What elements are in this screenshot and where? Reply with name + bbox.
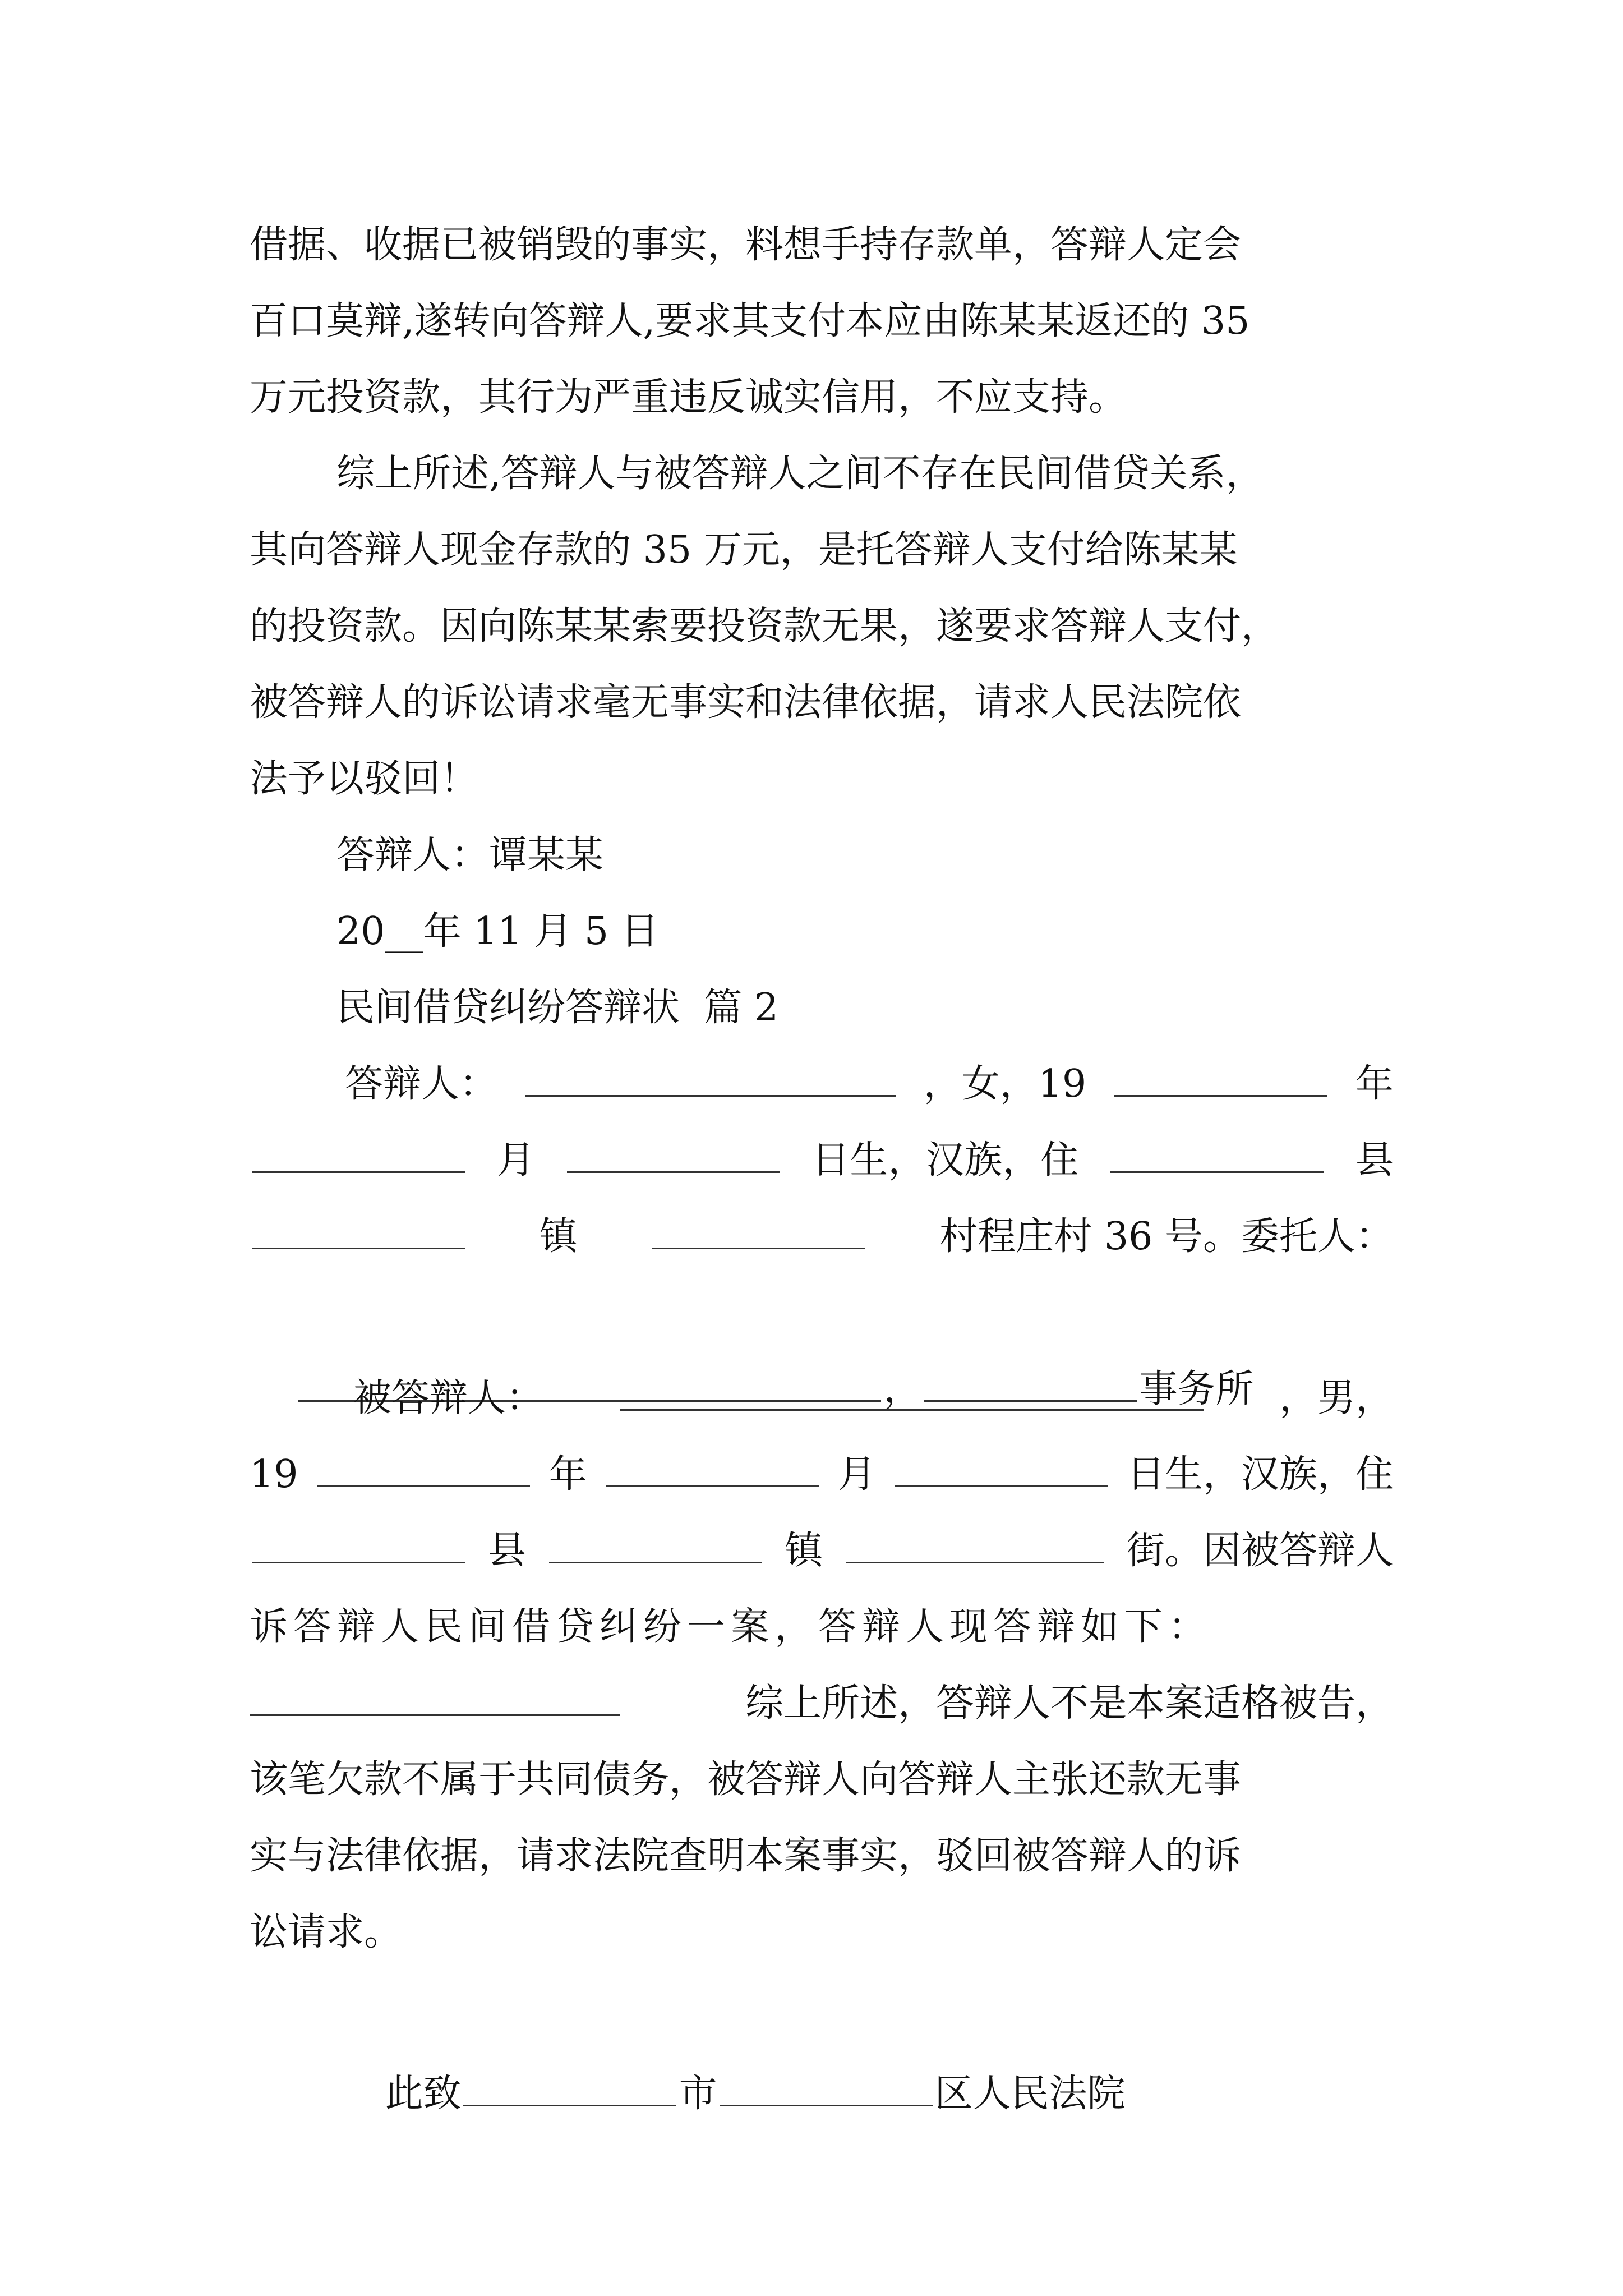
section-title: 民间借贷纠纷答辩状 篇 2 xyxy=(336,986,779,1030)
blank-field xyxy=(525,1061,896,1097)
respondent-firm: 事务所 xyxy=(1139,1367,1254,1411)
closing-to: 此致 xyxy=(385,2072,462,2116)
respondent-month: 月 xyxy=(496,1138,535,1182)
paragraph-line: 该笔欠款不属于共同债务，被答辩人向答辩人主张还款无事 xyxy=(250,1757,1242,1802)
paragraph-line: 实与法律依据，请求法院查明本案事实，驳回被答辩人的诉 xyxy=(250,1834,1242,1878)
blank-field xyxy=(652,1214,865,1249)
blank-field xyxy=(1114,1061,1327,1097)
plaintiff-town: 镇 xyxy=(785,1529,823,1573)
plaintiff-birth: 日生，汉族，住 xyxy=(1126,1452,1394,1497)
blank-field xyxy=(846,1528,1104,1563)
blank-field xyxy=(620,1375,1204,1411)
respondent-info-line xyxy=(345,1046,1394,1122)
paragraph-line: 法予以驳回！ xyxy=(250,757,479,801)
respondent-year: 年 xyxy=(1355,1062,1394,1106)
paragraph-line: 诉答辩人民间借贷纠纷一案，答辩人现答辩如下： xyxy=(250,1605,1212,1649)
paragraph-line: 借据、收据已被销毁的事实，料想手持存款单，答辩人定会 xyxy=(250,223,1242,267)
signature-respondent: 答辩人：谭某某 xyxy=(336,833,604,877)
respondent-label: 答辩人： xyxy=(345,1062,498,1106)
respondent-sex: ，女，19 xyxy=(923,1062,1087,1106)
blank-field xyxy=(463,2071,676,2106)
blank-field xyxy=(317,1452,530,1487)
plaintiff-sex: ，男， xyxy=(1279,1376,1394,1420)
plaintiff-street: 街。因被答辩人 xyxy=(1126,1529,1394,1573)
plaintiff-label: 被答辩人： xyxy=(353,1376,545,1420)
conclusion-start: 综上所述，答辩人不是本案适格被告， xyxy=(745,1681,1394,1726)
blank-field xyxy=(606,1452,819,1487)
blank-field xyxy=(1110,1138,1324,1173)
plaintiff-year-prefix: 19 xyxy=(250,1452,298,1497)
blank-field xyxy=(895,1452,1108,1487)
respondent-info-line xyxy=(250,1199,1394,1275)
paragraph-line: 百口莫辩,遂转向答辩人,要求其支付本应由陈某某返还的 35 xyxy=(250,299,1250,343)
blank-field xyxy=(252,1528,465,1563)
paragraph-line: 被答辩人的诉讼请求毫无事实和法律依据，请求人民法院依 xyxy=(250,680,1242,725)
paragraph-line: 其向答辩人现金存款的 35 万元，是托答辩人支付给陈某某 xyxy=(250,528,1238,572)
respondent-comma: ， xyxy=(883,1367,922,1411)
respondent-birth: 日生，汉族，住 xyxy=(811,1138,1079,1182)
paragraph-line: 综上所述,答辩人与被答辩人之间不存在民间借贷关系， xyxy=(336,452,1264,496)
blank-field xyxy=(720,2071,933,2106)
plaintiff-month: 月 xyxy=(837,1452,876,1497)
closing-line xyxy=(336,1980,1394,2116)
plaintiff-info-line xyxy=(250,1437,1394,1513)
plaintiff-info-line xyxy=(250,1513,1394,1589)
respondent-county: 县 xyxy=(1355,1138,1394,1182)
signature-date: 20__年 11 月 5 日 xyxy=(336,909,659,954)
paragraph-line: 讼请求。 xyxy=(250,1910,403,1954)
respondent-info-line xyxy=(250,1122,1394,1199)
plaintiff-info-line xyxy=(250,1665,1394,1742)
blank-field xyxy=(567,1138,780,1173)
blank-field xyxy=(250,1681,620,1716)
paragraph-line: 的投资款。因向陈某某索要投资款无果，遂要求答辩人支付， xyxy=(250,604,1280,648)
blank-field xyxy=(252,1214,465,1249)
plaintiff-year: 年 xyxy=(548,1452,587,1497)
plaintiff-county: 县 xyxy=(487,1529,526,1573)
blank-field xyxy=(549,1528,762,1563)
respondent-village: 村程庄村 36 号。委托人： xyxy=(939,1214,1394,1259)
paragraph-line: 万元投资款，其行为严重违反诚实信用，不应支持。 xyxy=(250,375,1127,420)
blank-field xyxy=(252,1138,465,1173)
closing-city: 市 xyxy=(679,2072,717,2116)
plaintiff-info-line xyxy=(353,1360,1394,1437)
closing-court: 区人民法院 xyxy=(934,2072,1126,2116)
respondent-town: 镇 xyxy=(539,1214,578,1259)
